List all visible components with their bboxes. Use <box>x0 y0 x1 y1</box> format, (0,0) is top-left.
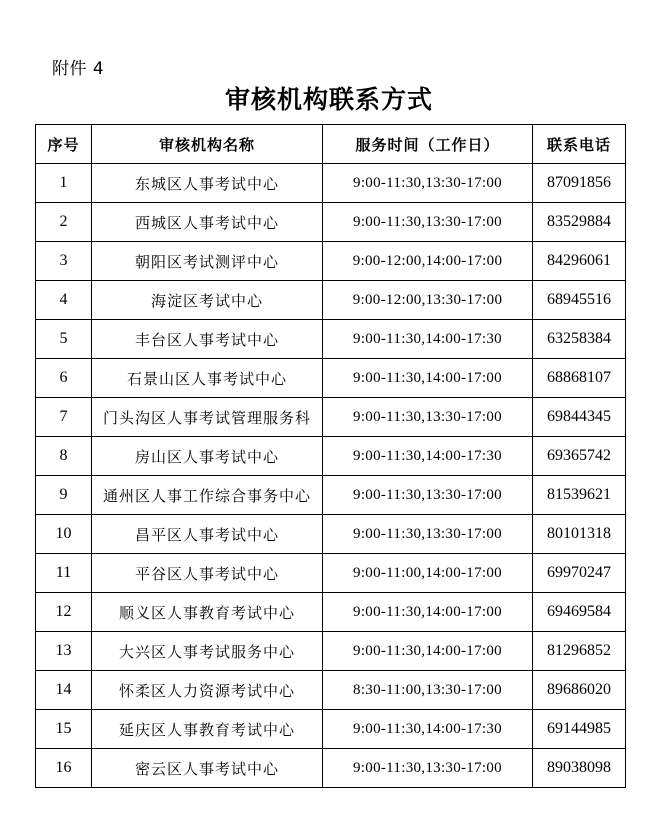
row-phone: 89038098 <box>533 749 626 788</box>
row-no: 13 <box>36 632 92 671</box>
row-no: 5 <box>36 320 92 359</box>
table-row <box>36 164 626 203</box>
row-phone: 81539621 <box>533 476 626 515</box>
row-name: 西城区人事考试中心 <box>92 203 323 242</box>
row-phone: 68868107 <box>533 359 626 398</box>
table-row <box>36 398 626 437</box>
table-row <box>36 515 626 554</box>
header-no: 序号 <box>36 125 92 164</box>
row-name: 石景山区人事考试中心 <box>92 359 323 398</box>
table-row <box>36 281 626 320</box>
row-phone: 89686020 <box>533 671 626 710</box>
row-name: 海淀区考试中心 <box>92 281 323 320</box>
row-no: 16 <box>36 749 92 788</box>
row-name: 房山区人事考试中心 <box>92 437 323 476</box>
row-no: 6 <box>36 359 92 398</box>
table-row <box>36 359 626 398</box>
table-row <box>36 749 626 788</box>
row-time: 9:00-11:30,14:00-17:00 <box>323 359 533 398</box>
contact-table <box>35 124 626 788</box>
row-no: 3 <box>36 242 92 281</box>
document-title: 审核机构联系方式 <box>224 85 433 114</box>
row-name: 大兴区人事考试服务中心 <box>92 632 323 671</box>
row-no: 11 <box>36 554 92 593</box>
row-time: 8:30-11:00,13:30-17:00 <box>323 671 533 710</box>
attachment-label: 附件 4 <box>52 59 105 79</box>
row-phone: 81296852 <box>533 632 626 671</box>
row-no: 4 <box>36 281 92 320</box>
row-name: 东城区人事考试中心 <box>92 164 323 203</box>
row-time: 9:00-11:30,13:30-17:00 <box>323 203 533 242</box>
row-name: 平谷区人事考试中心 <box>92 554 323 593</box>
row-time: 9:00-11:30,13:30-17:00 <box>323 515 533 554</box>
row-time: 9:00-12:00,13:30-17:00 <box>323 281 533 320</box>
row-name: 通州区人事工作综合事务中心 <box>92 476 323 515</box>
table-row <box>36 710 626 749</box>
row-no: 12 <box>36 593 92 632</box>
row-no: 7 <box>36 398 92 437</box>
row-phone: 69365742 <box>533 437 626 476</box>
table-header-row <box>36 125 626 164</box>
row-time: 9:00-11:30,14:00-17:30 <box>323 710 533 749</box>
row-time: 9:00-11:30,14:00-17:00 <box>323 593 533 632</box>
row-name: 丰台区人事考试中心 <box>92 320 323 359</box>
row-no: 14 <box>36 671 92 710</box>
row-no: 9 <box>36 476 92 515</box>
row-no: 2 <box>36 203 92 242</box>
row-name: 怀柔区人力资源考试中心 <box>92 671 323 710</box>
table-row <box>36 554 626 593</box>
row-no: 1 <box>36 164 92 203</box>
row-name: 昌平区人事考试中心 <box>92 515 323 554</box>
row-time: 9:00-11:30,14:00-17:30 <box>323 320 533 359</box>
table-row <box>36 593 626 632</box>
row-phone: 80101318 <box>533 515 626 554</box>
row-name: 门头沟区人事考试管理服务科 <box>92 398 323 437</box>
row-no: 15 <box>36 710 92 749</box>
row-time: 9:00-12:00,14:00-17:00 <box>323 242 533 281</box>
row-phone: 63258384 <box>533 320 626 359</box>
table-row <box>36 242 626 281</box>
row-phone: 68945516 <box>533 281 626 320</box>
table-row <box>36 476 626 515</box>
row-phone: 84296061 <box>533 242 626 281</box>
row-time: 9:00-11:30,13:30-17:00 <box>323 164 533 203</box>
row-time: 9:00-11:30,13:30-17:00 <box>323 476 533 515</box>
row-no: 10 <box>36 515 92 554</box>
header-phone: 联系电话 <box>533 125 626 164</box>
row-time: 9:00-11:30,13:30-17:00 <box>323 749 533 788</box>
row-phone: 69469584 <box>533 593 626 632</box>
row-time: 9:00-11:30,14:00-17:30 <box>323 437 533 476</box>
row-phone: 69970247 <box>533 554 626 593</box>
row-phone: 69844345 <box>533 398 626 437</box>
row-time: 9:00-11:00,14:00-17:00 <box>323 554 533 593</box>
row-phone: 69144985 <box>533 710 626 749</box>
row-time: 9:00-11:30,14:00-17:00 <box>323 632 533 671</box>
row-phone: 87091856 <box>533 164 626 203</box>
table-row <box>36 320 626 359</box>
table-row <box>36 437 626 476</box>
row-phone: 83529884 <box>533 203 626 242</box>
row-no: 8 <box>36 437 92 476</box>
table-row <box>36 671 626 710</box>
header-time: 服务时间（工作日） <box>323 125 533 164</box>
header-name: 审核机构名称 <box>92 125 323 164</box>
row-time: 9:00-11:30,13:30-17:00 <box>323 398 533 437</box>
row-name: 密云区人事考试中心 <box>92 749 323 788</box>
row-name: 顺义区人事教育考试中心 <box>92 593 323 632</box>
table-row <box>36 203 626 242</box>
row-name: 延庆区人事教育考试中心 <box>92 710 323 749</box>
row-name: 朝阳区考试测评中心 <box>92 242 323 281</box>
table-row <box>36 632 626 671</box>
